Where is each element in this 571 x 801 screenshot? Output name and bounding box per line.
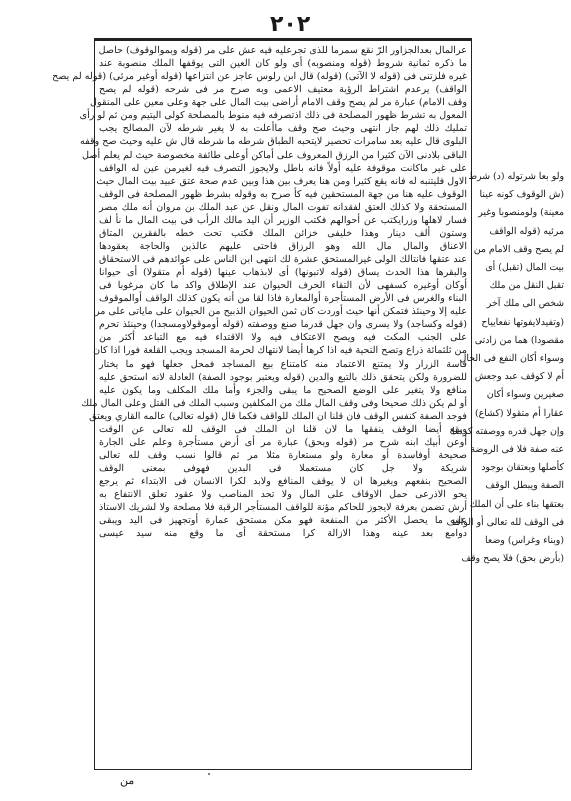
main-text-line: المعول به تشرط ظهور المصلحة فى ذلك اذتصرفه فيه منوط بالمصلحة كولى اليتيم ومن ثم لو رأى [79,110,467,122]
main-text-line: البناء والغرس فى الأرض المستأجرة أوالمعارة فاذا لقا من أنه يكون كذلك الواقف أوالموقوف [99,293,467,305]
main-text-line: شريكة ولا جل كان مستعملا فى البدين فهوفى بمعنى الوقف [99,463,467,474]
margin-text-line: وإن جهل قدره ووصفته كرصا [451,425,564,437]
margin-text-block [446,168,564,568]
main-text-line: يحو الاذرعى حمل الاوقاف على المال ولا تحد المناصب ولا عقود تعلق الانتفاع به [99,489,467,501]
margin-text-line: شخص الى ملك آخر [486,298,564,310]
margin-text-line: الصفة ويبطل الوقف [485,480,564,492]
margin-text-line: عنه صفة فلا فى الروضة [470,444,564,456]
main-text-line: منافع ولا يتغير على الوضع الصحيح ما يبقى والجزء وأما ملك المكلف وما يكون عليه [99,384,467,396]
main-text-line: على الجنب المكث فيه ويصح الاعتكاف فيه ولا الاقتداء فيه مع التباعد أكثر من [99,332,467,344]
margin-text-line: (ش الوقوف كونه عينا [479,189,564,201]
main-text-line: أوكان أوغيره كسفهى لأن التقاء الحرف الحيوان عند الإطلاق واكد ما كان مرغوبا فى [99,280,467,292]
main-text-line: عليه إلا وحينئذ فتمكن أنها حيث أوردت كان ثمن الحيوان الذبيح من الحيوان على ماياتى على مر [94,306,467,318]
margin-text-line: تقبل النقل من ملك [489,280,564,292]
margin-text-line: مقصودا) هما من زادتى [474,334,564,346]
margin-text-line: مرئيه (قوله الواقف [489,225,564,237]
main-text-line: ما ذكره ثمانية شروط (قوله ومنصوبه) أى ولو كان العين التى يوقفها الملك منصوبة عند [99,58,467,70]
catchword: من [120,774,135,787]
main-text-line: (قوله وكساجد) ولا يسرى وان جهل قدرما صنع ووصفته (قوله أوموقولاومسجدا) وحينئذ تحرم [99,319,467,331]
margin-text-line: (بأرض بحق) فلا يصح وقف [461,553,564,565]
margin-text-line: بعتقها بناء على أن الملك [469,498,564,510]
page-number: ٢٠٢ [270,12,311,37]
main-text-line: الاعناق والمال مال الله وهو الرزاق فاحتى عليهم عالذين والحاجة يعقودها [99,240,467,252]
main-text-line: للضرورة ولكن يتحقق ذلك بالتبع والدين (قوله ويعتبر بوجود الصفة) العادلة لانه استحق عليه [99,371,467,383]
main-text-line: ويقع أيضا الوقف ينفقها ما لان قلنا ان الملك فى الوقف لله تعالى عن الوقت [99,423,467,435]
margin-text-line: بيت المال (تقبل) أى [485,262,564,274]
margin-text-line: (وبناء وغراس) وضعا [484,535,564,547]
main-text-line: عليه ما يحصل الأكثر من المنفعة فهو مكن مستحق عمارة أوتجهيز فى اليد ويبقى [99,515,467,527]
margin-text-line: كأصلها وبعتقان بوجود [481,462,564,474]
main-text-line: فوجد الصفة كنفس الوقف فان قلنا ان الملك للواقف فكما قال (قوله تعالى) عالمه القاري ويعتق [89,410,467,422]
main-text-line: دوامع بعد عينه وهذا الازالة كرا مستحقة أى ما وقع منه سيد عيسى [99,528,467,540]
main-text-line: وقف الامام) عبارة مر لم يصح وقف الامام أراضى بيت المال على جهة وعلى معين على المنقول [90,97,467,109]
main-text-line: أرش تضمن بعرفة لايجوز للحاكم مؤنة للواقف المستأجر الرقبة فلا مصلحة ولا لشريك الاستاذ [99,502,467,514]
main-text-line: صحيحة أوفاسدة أو معارة ولو مستعارة مثلا مر ثم قالوا نسب وقف لله تعالى [99,449,467,461]
main-text-line: قاسة الزرار ولا يمتنع الاعتماد منه كامتناع بيع المساجد فمحل جعلها فهو ما يختار [99,358,467,370]
main-text-line: عند عتقها فانتالك الولى غيرالمستحق عشرة لك انتهى ابن الناس على عوائدهم فى الاستحقاق [99,254,467,265]
margin-text-line: عقارا أم متقولا (كشاع) [474,407,564,419]
margin-text-line: لم يصح وقف الامام من [473,243,564,255]
main-text-line: غيره فلزتنى فى (قوله لا الآتى) (قوله) قال ابن رلوس عاجز عن انتزاعها (قوله أوغير مرئى) (قوله لم يصح [52,71,467,83]
main-text-line: والبقرها هذا الحدث يساق (قوله لاتبونها) أى لابذهاب عينها (قوله أم متقولا) أى حيوانا [99,267,467,279]
main-text-line: وستون ألف دينار وهذا خليفى خزائن الملك فكتب تحت خطه بالفقرين المتاق [99,227,467,239]
main-text-line: المستحقة ولا كذلك العتق لفقدانه تفوت المال ونقل عن عبد الملك بن مروان أنه ملك مصر [99,201,467,213]
main-text-line: من ثلثمائة ذراع وتصح التحية فيه اذا كرها أيضا لانتهاك لحرمة المسجد ويجب القلعة فورا اذا كان [93,345,467,357]
main-text-line: أوعن أبيك ابنه شرح مر (قوله وبحق) عبارة مر أى أرض مستأجرة وعلم على الجارة [99,436,467,448]
main-text-block [52,44,467,764]
margin-text-line: (وتفيدلايفوتها نفعايياح [481,316,564,328]
ink-dot [208,773,210,775]
main-text-line: أو لم يكن ذلك صحيحا وفى وقف المال ملك من المكلفين وسبب الملك فى القتل وعلى المال ملك [81,397,467,409]
margin-text-line: صغيرين وسواء أكان [486,389,564,401]
margin-text-line: معينة) ولومنصوبا وغير [478,207,564,219]
main-text-line: الواقف) يرعدم اشتراط الرؤية معتيف الاعمى وبه صرح مر فى شرحه (قوله لم يصح [99,84,467,96]
main-text-line: الصحيح بنفعهم ويغيرها ان لا يوقف المنافع ولابد لكرا الانسان فى الابتداء ثم يرجع [99,476,467,488]
main-text-line: فسار لاهلها وزرايكتب عن أحوالهم فكتب الوزير أن اليد مالك الرأب فى بيت المال ما نأ لف [99,214,467,226]
main-text-line: الاول فليتنبه له فانه يقع كثيرا ومن هنا يعرف بين هذا وبين عدم صحة عتق عبيد بيت المال حيث [96,175,467,187]
main-text-line: عرالمال بعدالجزاور الرّ نقع سمرما للذى تجرعليه فيه عش على مر (قوله وبموالوقوف) حاصل [98,45,467,56]
margin-text-line: فى الوقف لله تعالى أو الواقف [446,516,564,528]
margin-text-line: ولو بعا شرتوله (د) شرط [468,171,564,182]
main-text-line: على غير ماكانت موقوفة عليه أولاً فانه باطل ولايجوز التصرف فيه لغيرمن عين له الواقف [99,162,467,174]
main-text-line: البلوى قال عليه بعد سامرات تحصير لايتحبه الطباق شرطه ما شرطه قال ش عليه وحيث صح وقفه [80,136,467,148]
main-text-line: الوقوف عليه هنا من جهة المستحقين فيه كأ صرح به وقوله بشرط ظهور المصلحة فى الوقف [99,188,467,200]
main-text-line: الباقى بلادنى الآن كثيرا من الرزق المعروف على أماكن أوعلى طائفة مخصوصة حيث لم يعلم أصل [82,149,467,161]
main-text-line: تمليك ذلك لهم جاز انتهى وحيث صح وقف ماأعلت به لا يغير شرطه لآن المصالح يجب [99,123,467,135]
margin-text-line: أم لا كوقف عبد وجعش [474,371,564,383]
margin-text-line: وسواء أكان النفع فى الحال [459,353,564,365]
